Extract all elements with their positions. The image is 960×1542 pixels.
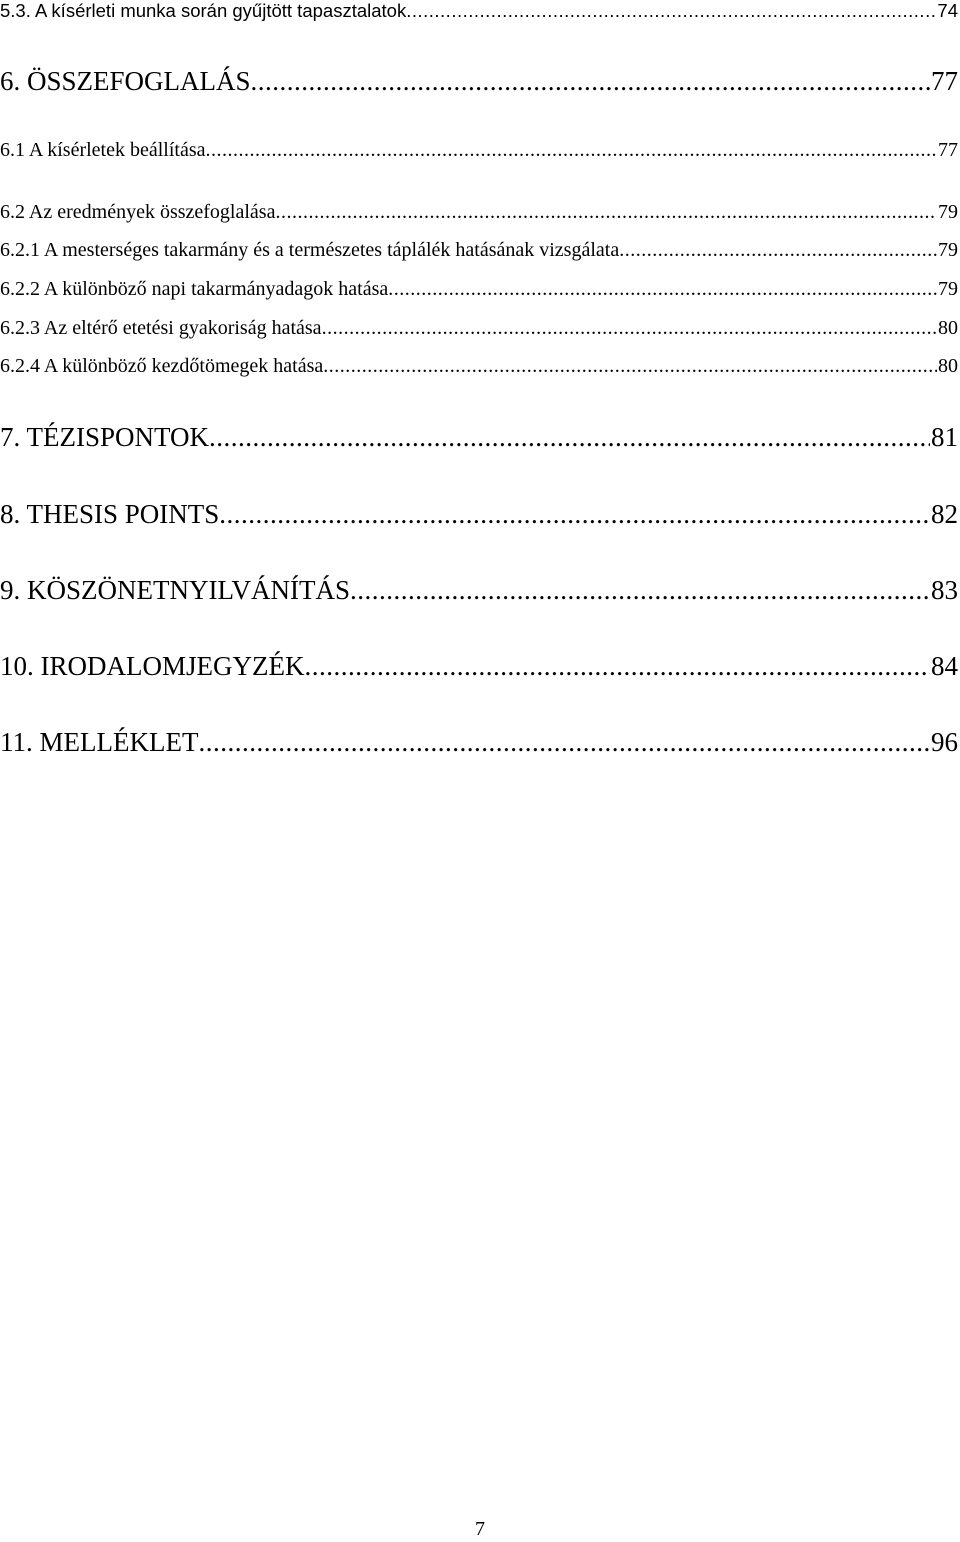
toc-entry-page: 84	[931, 651, 958, 681]
dot-leader	[350, 575, 930, 606]
toc-entry-title: 7. TÉZISPONTOK	[0, 422, 210, 452]
toc-entry-page: 83	[931, 575, 958, 605]
toc-entry-page: 79	[938, 239, 958, 261]
toc-entry-page: 79	[938, 201, 958, 223]
toc-entry-9[interactable]	[0, 575, 958, 606]
dot-leader	[251, 66, 930, 97]
toc-entry-page: 96	[931, 727, 958, 757]
toc-entry-page: 77	[931, 66, 958, 96]
toc-entry-11[interactable]	[0, 727, 958, 758]
toc-entry-7[interactable]	[0, 422, 958, 453]
toc-entry-page: 74	[937, 0, 958, 21]
toc-entry-6[interactable]	[0, 66, 958, 97]
toc-entry-page: 77	[938, 139, 958, 161]
toc-entry-6-2-4[interactable]	[0, 355, 958, 378]
toc-entry-title: 6.2 Az eredmények összefoglalása	[0, 201, 276, 223]
toc-entry-5-3[interactable]	[0, 0, 958, 22]
toc-entry-page: 81	[931, 422, 958, 452]
toc-entry-title: 6.2.3 Az eltérő etetési gyakoriság hatása	[0, 317, 322, 339]
toc-entry-title: 6. ÖSSZEFOGLALÁS	[0, 66, 251, 96]
dot-leader	[406, 0, 936, 22]
toc-entry-6-2-3[interactable]	[0, 317, 958, 340]
toc-entry-title: 6.2.4 A különböző kezdőtömegek hatása	[0, 355, 324, 377]
dot-leader	[323, 355, 937, 378]
toc-entry-8[interactable]	[0, 499, 958, 530]
dot-leader	[322, 317, 937, 340]
dot-leader	[275, 201, 937, 224]
dot-leader	[198, 727, 930, 758]
toc-entry-title: 6.2.1 A mesterséges takarmány és a természetes táplálék hatásának vizsgálata	[0, 239, 620, 261]
toc-entry-6-1[interactable]	[0, 139, 958, 162]
toc-entry-6-2-1[interactable]	[0, 239, 958, 262]
dot-leader	[209, 422, 930, 453]
dot-leader	[219, 499, 930, 530]
toc-entry-page: 80	[938, 355, 958, 377]
toc-entry-title: 6.2.2 A különböző napi takarmányadagok hatása	[0, 278, 389, 300]
toc-entry-title: 5.3. A kísérleti munka során gyűjtött tapasztalatok	[0, 0, 407, 21]
dot-leader	[388, 278, 937, 301]
dot-leader	[304, 651, 930, 682]
toc-entry-title: 6.1 A kísérletek beállítása	[0, 139, 206, 161]
toc-entry-6-2[interactable]	[0, 201, 958, 224]
toc-entry-6-2-2[interactable]	[0, 278, 958, 301]
page-number: 7	[475, 1518, 485, 1540]
toc-entry-page: 79	[938, 278, 958, 300]
toc-entry-title: 11. MELLÉKLET	[0, 727, 199, 757]
dot-leader	[619, 239, 937, 262]
toc-entry-10[interactable]	[0, 651, 958, 682]
toc-entry-title: 8. THESIS POINTS	[0, 499, 220, 529]
toc-entry-page: 82	[931, 499, 958, 529]
toc-entry-page: 80	[938, 317, 958, 339]
toc-entry-title: 10. IRODALOMJEGYZÉK	[0, 651, 305, 681]
dot-leader	[206, 139, 938, 162]
toc-entry-title: 9. KÖSZÖNETNYILVÁNÍTÁS	[0, 575, 350, 605]
